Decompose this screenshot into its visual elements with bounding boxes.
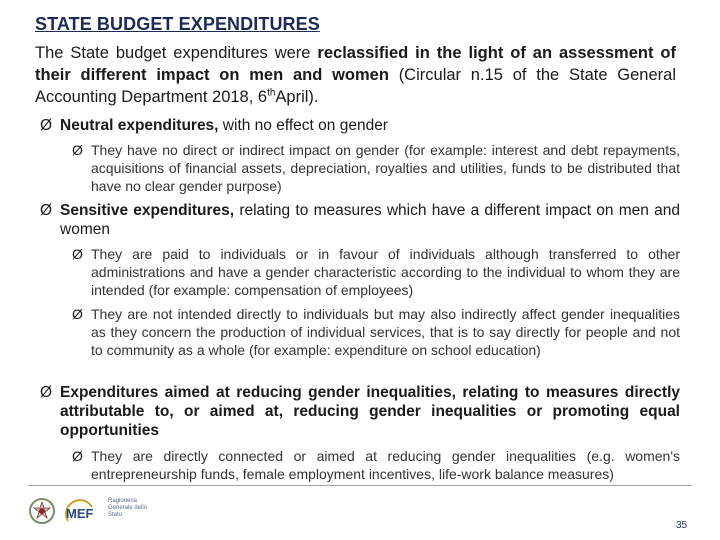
- intro-bold: reclassified in the light of an assessment of their different impact on men and women: [35, 44, 676, 84]
- intro-text-1: The State budget expenditures were: [35, 44, 318, 62]
- slide-title: STATE BUDGET EXPENDITURES: [35, 14, 320, 34]
- bullet-rest: with no effect on gender: [218, 117, 388, 134]
- italian-emblem-icon: [28, 496, 56, 526]
- intro-superscript: th: [267, 87, 276, 99]
- bullet-bold: Neutral expenditures,: [60, 117, 219, 134]
- sub-bullet: [72, 245, 680, 299]
- sub-bullet: [72, 447, 680, 483]
- sub-bullet-text: They are not intended directly to individuals but may also indirectly affect gender inequalities as they concern the production of individual services, that is to say directly for people and not to community as a whole (for example: expenditure on school education): [91, 306, 680, 358]
- arrow-bullet-icon: Ø: [72, 448, 83, 464]
- sub-bullet: [72, 141, 680, 195]
- sub-bullet-text: They are directly connected or aimed at reducing gender inequalities (e.g. women's entrepreneurship funds, female employment incentives, life-work balance measures): [91, 448, 680, 482]
- mef-logo-text: MEF: [66, 506, 94, 521]
- sub-bullet-text: They are paid to individuals or in favour of individuals although transferred to other administrations and have a gender characteristic according to the individual to whom they are intended (for example: compensation of employees): [91, 246, 680, 298]
- arrow-bullet-icon: Ø: [40, 202, 53, 219]
- bullet-sensitive-expenditures: [40, 201, 680, 239]
- bullet-neutral-expenditures: [40, 116, 680, 135]
- bullet-bold: Sensitive expenditures,: [60, 202, 235, 219]
- mef-logo-icon: [62, 497, 102, 527]
- bullet-rest: relating to measures which have a different impact on men and women: [60, 202, 681, 238]
- arrow-bullet-icon: Ø: [72, 142, 83, 158]
- intro-text-2: (Circular n.15 of the State General Accounting Department 2018, 6: [35, 66, 676, 106]
- sub-bullet: [72, 305, 680, 359]
- arrow-bullet-icon: Ø: [40, 117, 53, 134]
- arrow-bullet-icon: Ø: [72, 306, 83, 322]
- footer-divider: [28, 485, 692, 486]
- bullet-reducing-inequalities: [40, 383, 680, 440]
- mef-logo-caption: Ragioneria Generale dello Stato: [108, 498, 148, 518]
- bullet-bold: Expenditures aimed at reducing gender inequalities, relating to measures directly attributable to, or aimed at, reducing gender inequalities or promoting equal opportunities: [60, 384, 680, 439]
- intro-text-3: April).: [275, 88, 319, 106]
- page-number: 35: [676, 520, 688, 531]
- arrow-bullet-icon: Ø: [72, 246, 83, 262]
- sub-bullet-text: They have no direct or indirect impact on gender (for example: interest and debt repayments, acquisitions of financial assets, depreciation, royalties and utilities, funds to be distributed that have no clear gender purpose): [91, 142, 680, 194]
- intro-paragraph: [35, 42, 676, 108]
- arrow-bullet-icon: Ø: [40, 384, 53, 401]
